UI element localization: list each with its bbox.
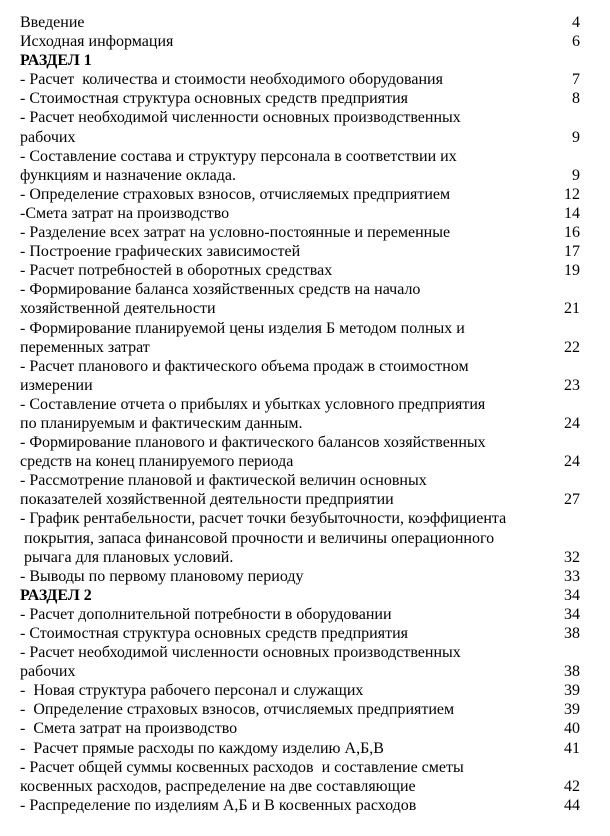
toc-page-number: 27 bbox=[564, 491, 580, 509]
toc-entry bbox=[20, 624, 580, 643]
toc-entry-title: - Расчет необходимой численности основных производственных bbox=[20, 109, 461, 127]
toc-entry-title: - Новая структура рабочего персонал и служащих bbox=[20, 682, 364, 700]
toc-entry-title: - Формирование планируемой цены изделия Б методом полных и bbox=[20, 319, 465, 337]
toc-line bbox=[20, 643, 580, 662]
toc-entry-title: - Стоимостная структура основных средств предприятия bbox=[20, 90, 408, 108]
toc-page-number: 38 bbox=[564, 625, 580, 642]
toc-page-number: 16 bbox=[564, 224, 580, 242]
toc-line bbox=[20, 624, 580, 643]
toc-page-number: 42 bbox=[564, 777, 580, 795]
toc-line bbox=[20, 319, 580, 338]
toc-line bbox=[20, 338, 580, 357]
toc-page-number: 34 bbox=[564, 586, 580, 604]
toc-entry-title: рабочих bbox=[20, 128, 76, 146]
toc-line bbox=[20, 108, 580, 127]
toc-line bbox=[20, 605, 580, 624]
toc-line bbox=[20, 739, 580, 758]
toc-line bbox=[20, 777, 580, 796]
toc-line bbox=[20, 280, 580, 299]
toc-line bbox=[20, 548, 580, 567]
toc-line bbox=[20, 586, 580, 605]
toc-entry-title: хозяйственной деятельности bbox=[20, 300, 216, 318]
toc-line bbox=[20, 681, 580, 700]
toc-entry-title: -Смета затрат на производство bbox=[20, 204, 230, 222]
toc-entry-title: Исходная информация bbox=[20, 33, 174, 51]
toc-entry bbox=[20, 223, 580, 242]
toc-page-number: 44 bbox=[564, 796, 580, 814]
toc-entry-title: - Составление отчета о прибылях и убытках условного предприятия bbox=[20, 395, 486, 413]
toc-entry-title: показателей хозяйственной деятельности предприятии bbox=[20, 491, 394, 509]
toc-page-number: 23 bbox=[564, 376, 580, 394]
toc-entry bbox=[20, 70, 580, 89]
toc-line bbox=[20, 509, 580, 528]
toc-entry-title: РАЗДЕЛ 2 bbox=[20, 586, 92, 604]
toc-section-heading bbox=[20, 51, 580, 70]
toc-entry bbox=[20, 319, 580, 357]
toc-entry-title: - Формирование баланса хозяйственных средств на начало bbox=[20, 281, 421, 299]
toc-line bbox=[20, 147, 580, 166]
toc-entry bbox=[20, 13, 580, 32]
toc-page-number: 40 bbox=[564, 720, 580, 738]
toc-page-number: 24 bbox=[564, 414, 580, 432]
toc-entry-title: - График рентабельности, расчет точки безубыточности, коэффициента bbox=[20, 510, 507, 528]
toc-line bbox=[20, 490, 580, 509]
toc-entry-title: измерении bbox=[20, 376, 93, 394]
toc-page-number: 33 bbox=[564, 567, 580, 585]
toc-entry bbox=[20, 242, 580, 261]
toc-entry bbox=[20, 739, 580, 758]
toc-page-number: 12 bbox=[564, 185, 580, 203]
toc-line bbox=[20, 185, 580, 204]
toc-line bbox=[20, 51, 580, 70]
toc-page-number: 32 bbox=[564, 548, 580, 566]
toc-entry-title: - Составление состава и структуру персонала в соответствии их bbox=[20, 147, 457, 165]
toc-entry-title: - Расчет прямые расходы по каждому изделию А,Б,В bbox=[20, 739, 384, 757]
toc-entry-title: - Формирование планового и фактического балансов хозяйственных bbox=[20, 434, 486, 452]
toc-entry-title: - Расчет дополнительной потребности в оборудовании bbox=[20, 605, 392, 623]
toc-page-number: 9 bbox=[572, 166, 580, 184]
toc-entry bbox=[20, 605, 580, 624]
toc-line bbox=[20, 395, 580, 414]
toc-entry bbox=[20, 567, 580, 586]
toc-entry-title: Введение bbox=[20, 14, 85, 31]
toc-line bbox=[20, 529, 580, 548]
toc-page-number: 8 bbox=[572, 90, 580, 108]
toc-page-number: 41 bbox=[564, 739, 580, 757]
toc-page-number: 22 bbox=[564, 338, 580, 356]
toc-page-number: 39 bbox=[564, 701, 580, 719]
toc-entry bbox=[20, 32, 580, 51]
toc-line bbox=[20, 414, 580, 433]
toc-line bbox=[20, 13, 580, 32]
toc-page-number: 6 bbox=[572, 33, 580, 51]
toc-line bbox=[20, 299, 580, 318]
toc-page-number: 19 bbox=[564, 262, 580, 280]
toc-page-number: 14 bbox=[564, 204, 580, 222]
toc-entry-title: косвенных расходов, распределение на две составляющие bbox=[20, 777, 416, 795]
toc-entry-title: - Расчет общей суммы косвенных расходов и составление сметы bbox=[20, 758, 464, 776]
toc-entry-title: - Расчет необходимой численности основных производственных bbox=[20, 644, 461, 662]
toc-entry-title: покрытия, запаса финансовой прочности и величины операционного bbox=[20, 529, 495, 547]
toc-entry-title: по планируемым и фактическим данным. bbox=[20, 414, 303, 432]
toc-line bbox=[20, 433, 580, 452]
toc-entry-title: рычага для плановых условий. bbox=[20, 548, 234, 566]
toc-entry bbox=[20, 719, 580, 738]
toc-entry bbox=[20, 681, 580, 700]
toc-entry-title: - Рассмотрение плановой и фактической величин основных bbox=[20, 472, 427, 490]
toc-line bbox=[20, 32, 580, 51]
toc-line bbox=[20, 128, 580, 147]
toc-line bbox=[20, 567, 580, 586]
toc-entry bbox=[20, 509, 580, 566]
toc-line bbox=[20, 452, 580, 471]
toc-entry-title: - Построение графических зависимостей bbox=[20, 243, 301, 261]
toc-page-number: 7 bbox=[572, 71, 580, 89]
toc-entry-title: - Стоимостная структура основных средств предприятия bbox=[20, 625, 408, 642]
toc-entry bbox=[20, 280, 580, 318]
toc-entry bbox=[20, 433, 580, 471]
toc-entry bbox=[20, 185, 580, 204]
toc-line bbox=[20, 376, 580, 395]
toc-line bbox=[20, 242, 580, 261]
toc-entry-title: - Выводы по первому плановому периоду bbox=[20, 567, 304, 585]
toc-page-number: 34 bbox=[564, 605, 580, 623]
toc-entry bbox=[20, 796, 580, 815]
toc-entry-title: - Определение страховых взносов, отчисляемых предприятием bbox=[20, 701, 455, 719]
toc-entry bbox=[20, 471, 580, 509]
toc-entry bbox=[20, 643, 580, 681]
toc-entry bbox=[20, 261, 580, 280]
toc-entry-title: - Расчет количества и стоимости необходимого оборудования bbox=[20, 71, 443, 89]
toc-line bbox=[20, 204, 580, 223]
toc-entry-title: - Расчет планового и фактического объема продаж в стоимостном bbox=[20, 357, 469, 375]
toc-line bbox=[20, 700, 580, 719]
toc-entry bbox=[20, 395, 580, 433]
toc-line bbox=[20, 89, 580, 108]
toc-entry-title: переменных затрат bbox=[20, 338, 150, 356]
toc-entry-title: РАЗДЕЛ 1 bbox=[20, 52, 92, 70]
toc-entry-title: - Определение страховых взносов, отчисляемых предприятием bbox=[20, 185, 451, 203]
toc-page-number: 9 bbox=[572, 128, 580, 146]
toc-line bbox=[20, 357, 580, 376]
toc-page-number: 39 bbox=[564, 682, 580, 700]
toc-entry bbox=[20, 147, 580, 185]
toc-entry-title: рабочих bbox=[20, 663, 76, 681]
toc-line bbox=[20, 471, 580, 490]
toc-line bbox=[20, 166, 580, 185]
table-of-contents bbox=[20, 13, 580, 815]
toc-entry-title: - Распределение по изделиям А,Б и В косвенных расходов bbox=[20, 796, 417, 814]
toc-entry bbox=[20, 758, 580, 796]
toc-page-number: 17 bbox=[564, 243, 580, 261]
toc-line bbox=[20, 70, 580, 89]
toc-entry bbox=[20, 357, 580, 395]
toc-line bbox=[20, 796, 580, 815]
toc-entry-title: функциям и назначение оклада. bbox=[20, 166, 236, 184]
toc-entry bbox=[20, 89, 580, 108]
toc-line bbox=[20, 719, 580, 738]
toc-entry-title: - Смета затрат на производство bbox=[20, 720, 238, 738]
toc-entry bbox=[20, 700, 580, 719]
toc-line bbox=[20, 261, 580, 280]
toc-page-number: 38 bbox=[564, 663, 580, 681]
toc-page-number: 24 bbox=[564, 453, 580, 471]
toc-entry bbox=[20, 108, 580, 146]
toc-line bbox=[20, 662, 580, 681]
toc-entry-title: средств на конец планируемого периода bbox=[20, 453, 294, 471]
toc-page-number: 21 bbox=[564, 300, 580, 318]
toc-line bbox=[20, 223, 580, 242]
toc-entry-title: - Разделение всех затрат на условно-постоянные и переменные bbox=[20, 224, 451, 242]
toc-entry-title: - Расчет потребностей в оборотных средствах bbox=[20, 262, 333, 280]
toc-section-heading bbox=[20, 586, 580, 605]
toc-page-number: 4 bbox=[572, 14, 580, 31]
toc-entry bbox=[20, 204, 580, 223]
toc-line bbox=[20, 758, 580, 777]
